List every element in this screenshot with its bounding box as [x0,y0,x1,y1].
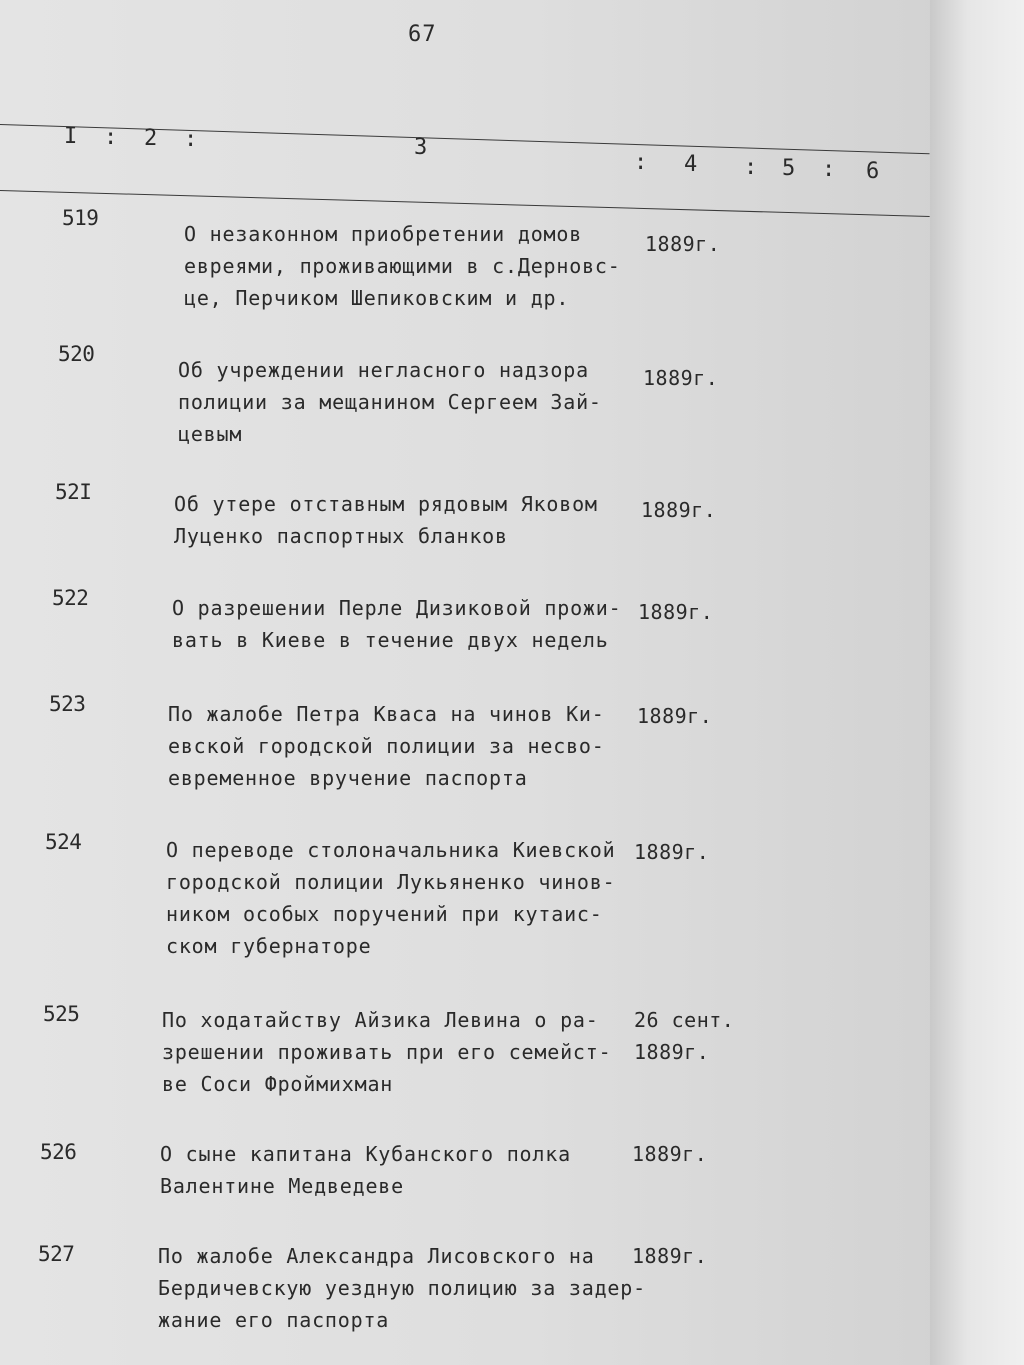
column-separator: : [822,157,836,182]
column-header-2: 2 [144,126,158,151]
column-header-4: 4 [684,152,698,177]
entry-title-line: По жалобе Петра Кваса на чинов Ки- [168,702,605,726]
entry-title-line: городской полиции Лукьяненко чинов- [166,870,616,894]
entry-number: 527 [38,1242,75,1266]
entry-date: 26 сент. [634,1008,735,1032]
entry-title-line: Об утере отставным рядовым Яковом [174,492,598,516]
entry-number: 522 [52,586,89,610]
entry-date: 1889г. [641,498,717,522]
entry-title-line: ве Соси Фроймихман [162,1072,394,1096]
entry-title-line: Валентине Медведеве [160,1174,404,1198]
entry-title-line: Об учреждении негласного надзора [178,358,589,382]
entry-date: 1889г. [638,600,714,624]
column-header-5: 5 [782,156,796,181]
entry-date: 1889г. [643,366,719,390]
underlying-page-edge [930,0,1024,1365]
column-separator: : [184,127,198,152]
entry-number: 52I [55,480,92,504]
entry-number: 523 [49,692,86,716]
column-header-1: I [64,124,78,149]
entry-date: 1889г. [637,704,713,728]
column-separator: : [634,150,648,175]
entry-title-line: По жалобе Александра Лисовского на [158,1244,595,1268]
entry-number: 520 [58,342,95,366]
entry-title-line: жание его паспорта [158,1308,390,1332]
entry-title-line: Луценко паспортных бланков [174,524,508,548]
entry-title-line: зрешении проживать при его семейст- [162,1040,612,1064]
entry-title-line: Бердичевскую уездную полицию за задер- [158,1276,646,1300]
entry-title-line: вать в Киеве в течение двух недель [172,628,609,652]
entry-date: 1889г. [634,840,710,864]
entry-number: 526 [40,1140,77,1164]
entry-title-line: цевым [178,422,243,446]
entry-title-line: О разрешении Перле Дизиковой прожи- [172,596,622,620]
entry-title-line: це, Перчиком Шепиковским и др. [184,286,570,310]
column-separator: : [104,125,118,150]
entry-title-line: О сыне капитана Кубанского полка [160,1142,571,1166]
entry-title-line: евременное вручение паспорта [168,766,528,790]
entry-title-line: По ходатайству Айзика Левина о ра- [162,1008,599,1032]
entry-date: 1889г. [634,1040,710,1064]
entry-date: 1889г. [645,232,721,256]
entry-date: 1889г. [632,1142,708,1166]
page-number: 67 [408,22,437,47]
entry-title-line: евреями, проживающими в с.Дерновс- [184,254,621,278]
entry-title-line: ником особых поручений при кутаис- [166,902,603,926]
column-header-3: 3 [414,135,428,160]
entry-date: 1889г. [632,1244,708,1268]
entry-title-line: О незаконном приобретении домов [184,222,583,246]
column-separator: : [744,155,758,180]
entry-title-line: ском губернаторе [166,934,372,958]
entry-number: 525 [43,1002,80,1026]
entry-number: 524 [45,830,82,854]
column-header-6: 6 [866,159,880,184]
entry-title-line: О переводе столоначальника Киевской [166,838,616,862]
entry-title-line: евской городской полиции за несво- [168,734,605,758]
entry-title-line: полиции за мещанином Сергеем Зай- [178,390,602,414]
entry-number: 519 [62,206,99,230]
